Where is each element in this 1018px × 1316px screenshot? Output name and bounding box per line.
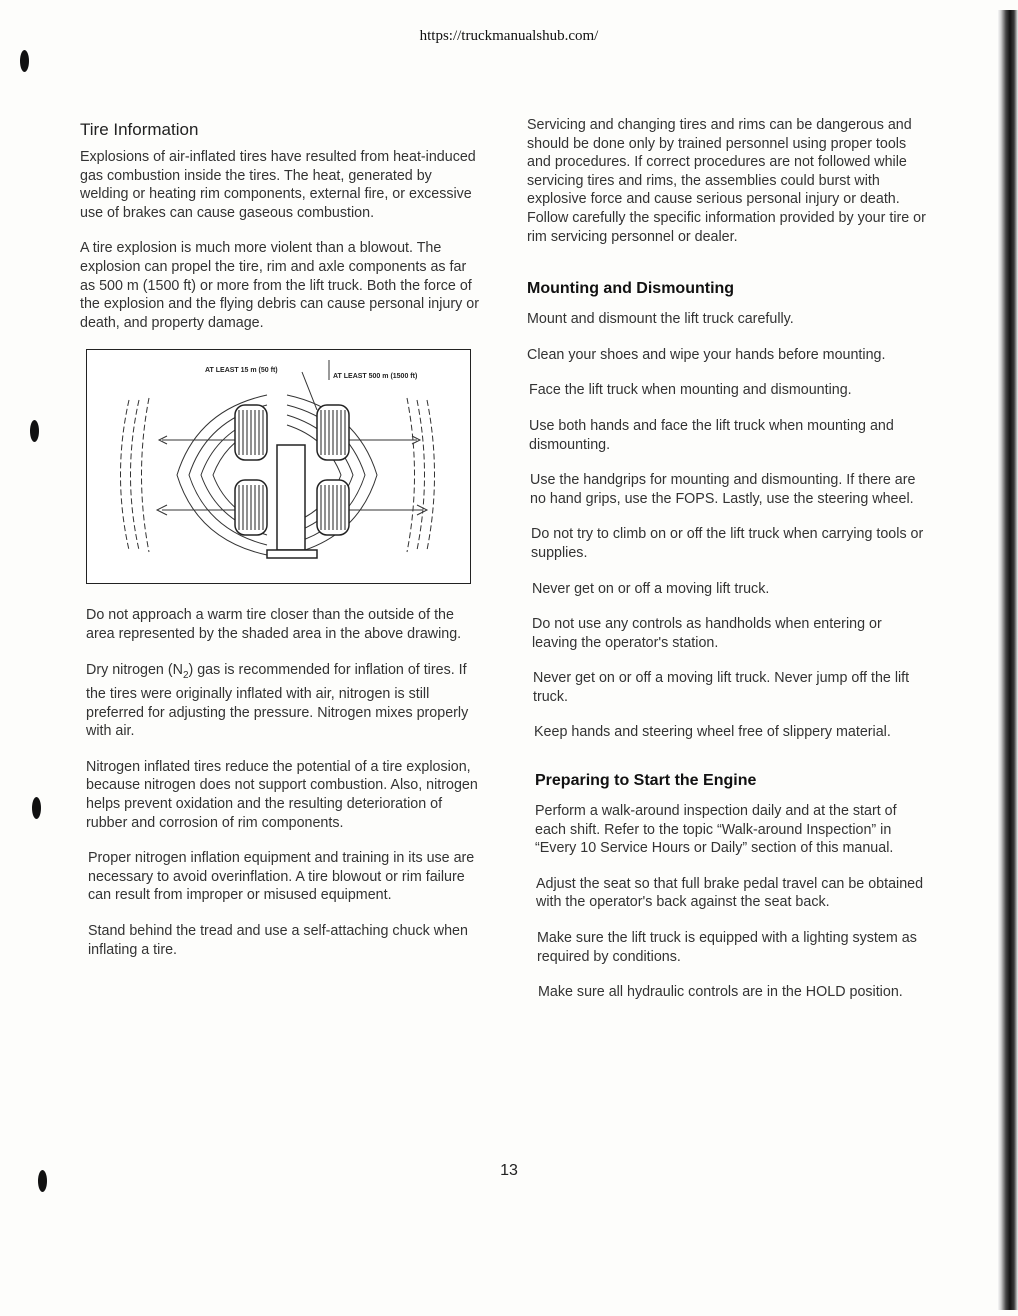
distance-label-500m: AT LEAST 500 m (1500 ft)	[333, 373, 418, 381]
text-run: Dry nitrogen (N	[86, 661, 183, 678]
binder-hole-2	[30, 420, 39, 442]
paragraph: Do not approach a warm tire closer than the outside of the area represented by the shaded area in the above drawing.	[86, 607, 462, 642]
paragraph: Face the lift truck when mounting and dismounting.	[529, 382, 852, 399]
page-edge-shadow	[998, 10, 1018, 1310]
section-title-tire-information: Tire Information	[80, 120, 199, 139]
text-run: ) gas is recommended for inflation of tires. If the tires were originally inflated with air, nitrogen is still preferred for adjusting the pressure. Nitrogen mixes properly with air.	[86, 661, 469, 740]
paragraph: Explosions of air-inflated tires have resulted from heat-induced gas combustion inside the tires. The heat, generated by welding or heating rim components, external fire, or excessive use of brakes can cause gaseous combustion.	[80, 149, 476, 221]
paragraph: A tire explosion is much more violent than a blowout. The explosion can propel the tire, rim and axle components as far as 500 m (1500 ft) or more from the lift truck. Both the force of the explosion and the flying debris can cause personal injury or death, and property damage.	[80, 240, 479, 331]
paragraph: Make sure all hydraulic controls are in the HOLD position.	[538, 984, 903, 1001]
paragraph: Mount and dismount the lift truck carefully.	[527, 311, 794, 328]
paragraph: Use the handgrips for mounting and dismounting. If there are no hand grips, use the FOPS. Lastly, use the steering wheel.	[530, 472, 916, 507]
left-column	[80, 120, 480, 976]
paragraph: Never get on or off a moving lift truck. Never jump off the lift truck.	[533, 670, 910, 705]
paragraph: Perform a walk-around inspection daily and at the start of each shift. Refer to the topic “Walk-around Inspection” in “Every 10 Service Hours or Daily” section of this manual.	[535, 803, 897, 857]
paragraph: Make sure the lift truck is equipped with a lighting system as required by conditions.	[537, 930, 917, 965]
source-url: https://truckmanualshub.com/	[419, 28, 599, 44]
right-column	[527, 116, 927, 1019]
paragraph: Servicing and changing tires and rims can be dangerous and should be done only by trained personnel using proper tools and procedures. If correct procedures are not followed while servicing tires and rims, the assemblies could burst with explosive force and cause serious personal injury or death. Follow carefully the specific information provided by your tire or rim servicing personnel or dealer.	[527, 117, 926, 245]
section-title-start-engine: Preparing to Start the Engine	[535, 772, 757, 790]
paragraph: Proper nitrogen inflation equipment and training in its use are necessary to avoid overinflation. A tire blowout or rim failure can result from improper or misused equipment.	[88, 850, 475, 904]
paragraph-nitrogen	[86, 661, 480, 741]
distance-label-15m: AT LEAST 15 m (50 ft)	[205, 367, 278, 375]
binder-hole-3	[32, 797, 41, 819]
binder-hole-1	[20, 50, 29, 72]
paragraph: Use both hands and face the lift truck when mounting and dismounting.	[529, 417, 894, 453]
paragraph: Keep hands and steering wheel free of slippery material.	[534, 724, 891, 741]
tire-explosion-illustration	[87, 350, 470, 583]
paragraph: Do not try to climb on or off the lift truck when carrying tools or supplies.	[531, 526, 924, 561]
paragraph: Nitrogen inflated tires reduce the potential of a tire explosion, because nitrogen does not support combustion. Also, nitrogen helps prevent oxidation and the resulting deterioration of rubber and corrosion of rim components.	[86, 758, 478, 831]
page-number: 13	[500, 1162, 518, 1179]
subscript: 2	[182, 669, 189, 681]
paragraph: Never get on or off a moving lift truck.	[532, 580, 770, 597]
section-title-mounting: Mounting and Dismounting	[527, 280, 735, 298]
paragraph: Adjust the seat so that full brake pedal travel can be obtained with the operator's back against the seat back.	[536, 875, 924, 911]
paragraph: Stand behind the tread and use a self-attaching chuck when inflating a tire.	[88, 922, 468, 958]
tire-explosion-diagram	[86, 349, 471, 584]
paragraph: Do not use any controls as handholds when entering or leaving the operator's station.	[532, 616, 882, 651]
paragraph: Clean your shoes and wipe your hands before mounting.	[527, 346, 886, 363]
